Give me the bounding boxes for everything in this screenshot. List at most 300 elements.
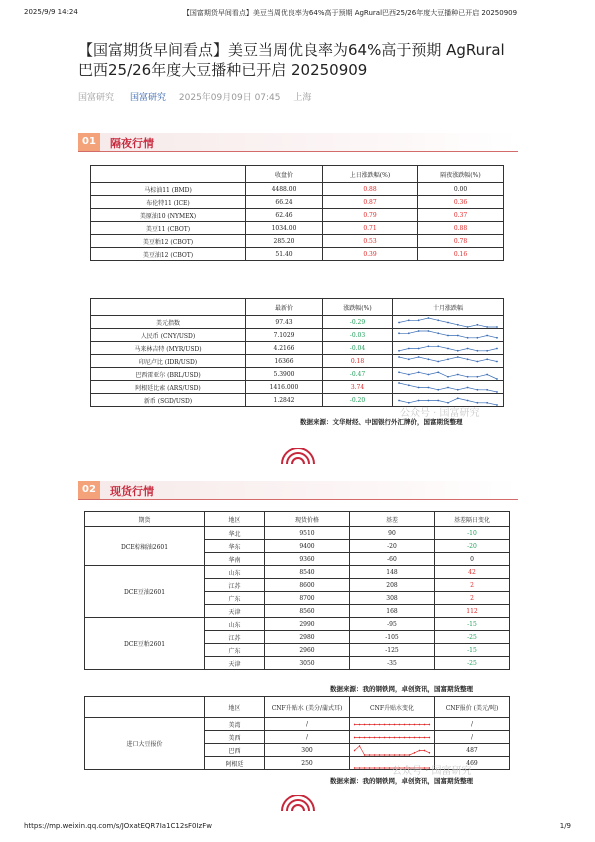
sparkline-point [457, 349, 459, 351]
sparkline-point [399, 736, 400, 738]
sparkline [397, 330, 499, 341]
table-row [91, 368, 504, 381]
sparkline-point [369, 736, 370, 738]
sparkline-point [398, 321, 400, 323]
sparkline-point [398, 371, 400, 373]
sparkline-point [398, 356, 400, 358]
sparkline-point [404, 736, 405, 738]
sparkline-cell [393, 381, 504, 394]
sparkline-point [418, 319, 420, 321]
sparkline-point [399, 754, 400, 756]
sparkline-point [369, 723, 370, 725]
sparkline-line [399, 331, 497, 338]
sparkline-point [384, 767, 385, 769]
sparkline-cell [393, 342, 504, 355]
table-cell: 新币 (SGD/USD) [91, 394, 246, 407]
col-header: 现货价格 [265, 512, 350, 527]
sparkline-point [384, 723, 385, 725]
table-cell: 广东 [205, 644, 265, 657]
table-cell: 美豆油12 (CBOT) [91, 248, 246, 261]
sparkline-point [476, 375, 478, 377]
table-cell: 208 [350, 579, 435, 592]
table-row [91, 342, 504, 355]
col-header: 上日涨跌幅(%) [323, 166, 418, 183]
table-cell: 人民币 (CNY/USD) [91, 329, 246, 342]
sparkline-point [427, 358, 429, 360]
table-cell: -0.04 [323, 342, 393, 355]
sparkline-point [496, 336, 498, 338]
table-cell: -60 [350, 553, 435, 566]
table-cell: / [435, 718, 510, 731]
table-cell: -15 [435, 618, 510, 631]
sparkline-point [496, 404, 498, 406]
sparkline-point [496, 360, 498, 362]
table-row [91, 183, 504, 196]
sparkline-point [398, 332, 400, 334]
col-header: 基差隔日变化 [435, 512, 510, 527]
sparkline-point [354, 749, 355, 751]
table-row [91, 248, 504, 261]
fan-ornament-icon [280, 448, 316, 464]
print-datetime: 2025/9/9 14:24 [24, 8, 78, 16]
sparkline-point [409, 736, 410, 738]
table-cell: 285.20 [246, 235, 323, 248]
table-cell: 9360 [265, 553, 350, 566]
table-cell: -0.20 [323, 394, 393, 407]
sparkline-point [374, 754, 375, 756]
table-cell: 250 [265, 757, 350, 770]
sparkline-point [486, 358, 488, 360]
table-cell: 美元指数 [91, 316, 246, 329]
table-cell: 9510 [265, 527, 350, 540]
sparkline-point [437, 388, 439, 390]
sparkline-point [424, 723, 425, 725]
sparkline-point [379, 736, 380, 738]
table-cell: 0.18 [323, 355, 393, 368]
sparkline-point [447, 321, 449, 323]
table-cell: -0.03 [323, 329, 393, 342]
article-meta [78, 90, 321, 103]
sparkline-point [354, 767, 355, 769]
sparkline-point [418, 386, 420, 388]
sparkline-point [379, 754, 380, 756]
sparkline-point [418, 330, 420, 332]
table-cell: -20 [350, 540, 435, 553]
table-cell: -25 [435, 657, 510, 670]
table-row [91, 196, 504, 209]
sparkline-point [414, 723, 415, 725]
group-label: DCE豆粕2601 [85, 618, 205, 670]
import-soybean-table [84, 696, 510, 770]
section-number: 01 [78, 133, 100, 151]
sparkline-point [496, 326, 498, 328]
sparkline-point [476, 323, 478, 325]
sparkline-point [437, 399, 439, 401]
table-cell: 美豆11 (CBOT) [91, 222, 246, 235]
table-cell: -0.47 [323, 368, 393, 381]
table-cell: 广东 [205, 592, 265, 605]
sparkline-point [457, 397, 459, 399]
section-label: 现货行情 [110, 485, 154, 498]
table-cell: 0.78 [418, 235, 504, 248]
col-header: 收盘价 [246, 166, 323, 183]
section-divider [78, 151, 518, 152]
sparkline-point [427, 345, 429, 347]
table-cell: 2 [435, 579, 510, 592]
sparkline-point [437, 360, 439, 362]
sparkline-point [496, 347, 498, 349]
table-cell: 66.24 [246, 196, 323, 209]
page-url: https://mp.weixin.qq.com/s/JOxatEQR7Ia1C12sF0IzFw [24, 822, 212, 830]
table-cell: 8700 [265, 592, 350, 605]
col-header: CNF升贴水变化 [350, 697, 435, 718]
sparkline-point [429, 751, 430, 753]
table-cell: 7.1029 [246, 329, 323, 342]
publish-time: 2025年09月09日 07:45 [178, 93, 281, 103]
table-cell: 42 [435, 566, 510, 579]
sparkline-point [408, 319, 410, 321]
sparkline-cell [393, 316, 504, 329]
table-row [91, 235, 504, 248]
sparkline-point [447, 358, 449, 360]
section-number: 02 [78, 481, 100, 499]
col-header: CNF升贴水 (美分/蒲式耳) [265, 697, 350, 718]
sparkline-point [424, 749, 425, 751]
sparkline-point [437, 371, 439, 373]
group-label: DCE豆油2601 [85, 566, 205, 618]
table-cell: 300 [265, 744, 350, 757]
table-cell: 4.2166 [246, 342, 323, 355]
table-cell: 美原油10 (NYMEX) [91, 209, 246, 222]
table-cell: 华东 [205, 540, 265, 553]
section-header-overnight [78, 133, 518, 151]
sparkline-point [476, 360, 478, 362]
sparkline-point [398, 382, 400, 384]
sparkline-point [419, 736, 420, 738]
table-cell: 华北 [205, 527, 265, 540]
table-cell: 469 [435, 757, 510, 770]
table-row [91, 355, 504, 368]
table-cell: 0.16 [418, 248, 504, 261]
sparkline-point [384, 754, 385, 756]
col-header: 隔夜涨跌幅(%) [418, 166, 504, 183]
sparkline [353, 732, 431, 743]
sparkline-point [457, 323, 459, 325]
sparkline-point [374, 767, 375, 769]
spot-table [84, 511, 510, 670]
table-cell: 2 [435, 592, 510, 605]
sparkline-point [414, 736, 415, 738]
group-label: 进口大豆报价 [85, 718, 205, 770]
sparkline-point [476, 349, 478, 351]
table-cell: 0.88 [418, 222, 504, 235]
sparkline-point [408, 332, 410, 334]
sparkline [353, 745, 431, 756]
table-cell: 8560 [265, 605, 350, 618]
table-row [91, 209, 504, 222]
table-cell: 印尼卢比 (IDR/USD) [91, 355, 246, 368]
section-label: 隔夜行情 [110, 137, 154, 150]
table-cell: 90 [350, 527, 435, 540]
sparkline [397, 369, 499, 380]
sparkline [397, 343, 499, 354]
sparkline-point [476, 401, 478, 403]
table-cell: -10 [435, 527, 510, 540]
sparkline-point [398, 399, 400, 401]
publish-location: 上海 [293, 93, 312, 103]
table-row [85, 618, 510, 631]
sparkline-point [486, 401, 488, 403]
sparkline-cell [393, 368, 504, 381]
table-cell: 4488.00 [246, 183, 323, 196]
table-cell: 山东 [205, 618, 265, 631]
section-divider [78, 499, 518, 500]
source-note: 数据来源：文华财经、中国银行外汇牌价，国富期货整理 [300, 418, 463, 426]
fan-ornament-icon [280, 795, 316, 811]
sparkline-point [419, 723, 420, 725]
sparkline-cell [350, 718, 435, 731]
sparkline-cell [393, 355, 504, 368]
table-cell: -15 [435, 644, 510, 657]
currency-table [90, 298, 504, 407]
sparkline-point [467, 336, 469, 338]
table-cell: 0.87 [323, 196, 418, 209]
table-cell: 0.71 [323, 222, 418, 235]
table-cell: 168 [350, 605, 435, 618]
table-cell: 马来林吉特 (MYR/USD) [91, 342, 246, 355]
table-header-row [91, 299, 504, 316]
sparkline-point [418, 371, 420, 373]
sparkline-point [374, 723, 375, 725]
sparkline-point [496, 391, 498, 393]
sparkline-point [427, 386, 429, 388]
sparkline [397, 317, 499, 328]
table-cell: 3.74 [323, 381, 393, 394]
col-header: 地区 [205, 512, 265, 527]
table-cell: 0.36 [418, 196, 504, 209]
print-header [0, 0, 595, 22]
table-cell: 0.37 [418, 209, 504, 222]
sparkline-point [467, 386, 469, 388]
sparkline-point [457, 388, 459, 390]
table-cell: 美湾 [205, 718, 265, 731]
col-header: 期货 [85, 512, 205, 527]
sparkline-point [467, 347, 469, 349]
table-header-row [85, 512, 510, 527]
sparkline [397, 382, 499, 393]
print-doc-title: 【国富期货早间看点】美豆当周优良率为64%高于预期 AgRural巴西25/26年度大豆播种已开启 20250909 [182, 9, 518, 17]
sparkline-point [427, 330, 429, 332]
sparkline-point [418, 399, 420, 401]
group-label: DCE棕榈油2601 [85, 527, 205, 566]
col-header: 十月涨跌幅 [393, 299, 504, 316]
sparkline-point [486, 334, 488, 336]
sparkline-point [424, 736, 425, 738]
table-cell: -20 [435, 540, 510, 553]
sparkline-point [418, 347, 420, 349]
table-header-row [91, 166, 504, 183]
sparkline-point [467, 326, 469, 328]
sparkline-point [394, 723, 395, 725]
sparkline-point [457, 373, 459, 375]
sparkline-point [467, 358, 469, 360]
table-cell: 马棕油11 (BMD) [91, 183, 246, 196]
table-cell: 1.2842 [246, 394, 323, 407]
table-cell: 天津 [205, 657, 265, 670]
sparkline-point [359, 723, 360, 725]
table-cell: -95 [350, 618, 435, 631]
table-cell: 8540 [265, 566, 350, 579]
sparkline-point [408, 384, 410, 386]
table-cell: 2980 [265, 631, 350, 644]
table-cell: 1416.000 [246, 381, 323, 394]
section-header-spot [78, 481, 518, 499]
sparkline-point [427, 399, 429, 401]
table-row [85, 527, 510, 540]
table-cell: 江苏 [205, 579, 265, 592]
source-note: 数据来源：我的钢铁网，卓创资讯，国富期货整理 [330, 777, 473, 785]
sparkline-point [389, 723, 390, 725]
table-cell: 0.88 [323, 183, 418, 196]
sparkline-point [394, 736, 395, 738]
table-cell: / [265, 731, 350, 744]
sparkline-point [447, 347, 449, 349]
table-cell: 2990 [265, 618, 350, 631]
sparkline-point [414, 751, 415, 753]
sparkline-point [359, 736, 360, 738]
col-header [91, 166, 246, 183]
sparkline-point [389, 767, 390, 769]
table-row [91, 381, 504, 394]
table-row [91, 222, 504, 235]
table-cell: 5.3900 [246, 368, 323, 381]
sparkline-point [404, 723, 405, 725]
table-cell: 阿根廷比索 (ARS/USD) [91, 381, 246, 394]
table-cell: / [265, 718, 350, 731]
sparkline-point [447, 401, 449, 403]
table-header-row [85, 697, 510, 718]
sparkline-point [408, 347, 410, 349]
table-cell: 美豆粕12 (CBOT) [91, 235, 246, 248]
sparkline-point [418, 356, 420, 358]
col-header [85, 697, 205, 718]
sparkline-point [369, 754, 370, 756]
table-cell: 美西 [205, 731, 265, 744]
sparkline-point [486, 349, 488, 351]
table-cell: 8600 [265, 579, 350, 592]
sparkline-cell [350, 731, 435, 744]
col-header: 地区 [205, 697, 265, 718]
sparkline-point [408, 373, 410, 375]
table-cell: 0 [435, 553, 510, 566]
sparkline-line [355, 746, 430, 755]
sparkline-point [364, 736, 365, 738]
sparkline-point [409, 723, 410, 725]
sparkline-point [427, 373, 429, 375]
table-cell: 布伦特11 (ICE) [91, 196, 246, 209]
sparkline-point [429, 723, 430, 725]
col-header: CNF报价 (美元/吨) [435, 697, 510, 718]
sparkline-point [399, 723, 400, 725]
table-cell: 巴西雷亚尔 (BRL/USD) [91, 368, 246, 381]
table-cell: 112 [435, 605, 510, 618]
sparkline-point [389, 736, 390, 738]
table-cell: 0.53 [323, 235, 418, 248]
table-cell: 阿根廷 [205, 757, 265, 770]
account-link[interactable]: 国富研究 [130, 93, 167, 103]
sparkline-point [379, 723, 380, 725]
sparkline-point [467, 375, 469, 377]
sparkline-point [359, 745, 360, 747]
sparkline-point [408, 401, 410, 403]
sparkline-point [447, 334, 449, 336]
sparkline-point [457, 334, 459, 336]
sparkline-point [437, 345, 439, 347]
sparkline-point [496, 378, 498, 380]
watermark: 公众号 · 国富研究 [400, 408, 480, 419]
sparkline-point [354, 723, 355, 725]
col-header [91, 299, 246, 316]
table-cell: 巴西 [205, 744, 265, 757]
table-cell: 51.40 [246, 248, 323, 261]
sparkline-cell [393, 329, 504, 342]
sparkline-point [429, 736, 430, 738]
sparkline-point [359, 767, 360, 769]
sparkline-point [427, 317, 429, 319]
page-number: 1/9 [559, 822, 571, 830]
col-header: 基差 [350, 512, 435, 527]
table-row [91, 329, 504, 342]
sparkline-point [486, 373, 488, 375]
table-cell: -35 [350, 657, 435, 670]
table-cell: 487 [435, 744, 510, 757]
sparkline-point [379, 767, 380, 769]
article-title: 【国富期货早间看点】美豆当周优良率为64%高于预期 AgRural巴西25/26年度大豆播种已开启 20250909 [78, 41, 505, 79]
table-cell: 0.79 [323, 209, 418, 222]
sparkline-cell [350, 744, 435, 757]
table-cell: 华南 [205, 553, 265, 566]
sparkline-point [408, 358, 410, 360]
sparkline-point [476, 336, 478, 338]
table-cell: 308 [350, 592, 435, 605]
sparkline-point [437, 319, 439, 321]
table-cell: 0.39 [323, 248, 418, 261]
sparkline-point [486, 326, 488, 328]
table-cell: 62.46 [246, 209, 323, 222]
watermark: 公众号 · 国富研究 [392, 766, 472, 777]
table-cell: / [435, 731, 510, 744]
article-author: 国富研究 [78, 93, 115, 103]
sparkline-point [354, 736, 355, 738]
sparkline-line [399, 372, 497, 379]
sparkline-point [389, 754, 390, 756]
table-cell: 9400 [265, 540, 350, 553]
table-cell: -0.29 [323, 316, 393, 329]
table-cell: 1034.00 [246, 222, 323, 235]
table-cell: 97.43 [246, 316, 323, 329]
table-row [85, 566, 510, 579]
table-row [91, 316, 504, 329]
sparkline-point [384, 736, 385, 738]
sparkline-point [419, 749, 420, 751]
sparkline-point [398, 349, 400, 351]
sparkline-point [364, 754, 365, 756]
table-cell: 江苏 [205, 631, 265, 644]
sparkline-point [369, 767, 370, 769]
table-cell: 2960 [265, 644, 350, 657]
table-cell: -25 [435, 631, 510, 644]
sparkline [353, 719, 431, 730]
